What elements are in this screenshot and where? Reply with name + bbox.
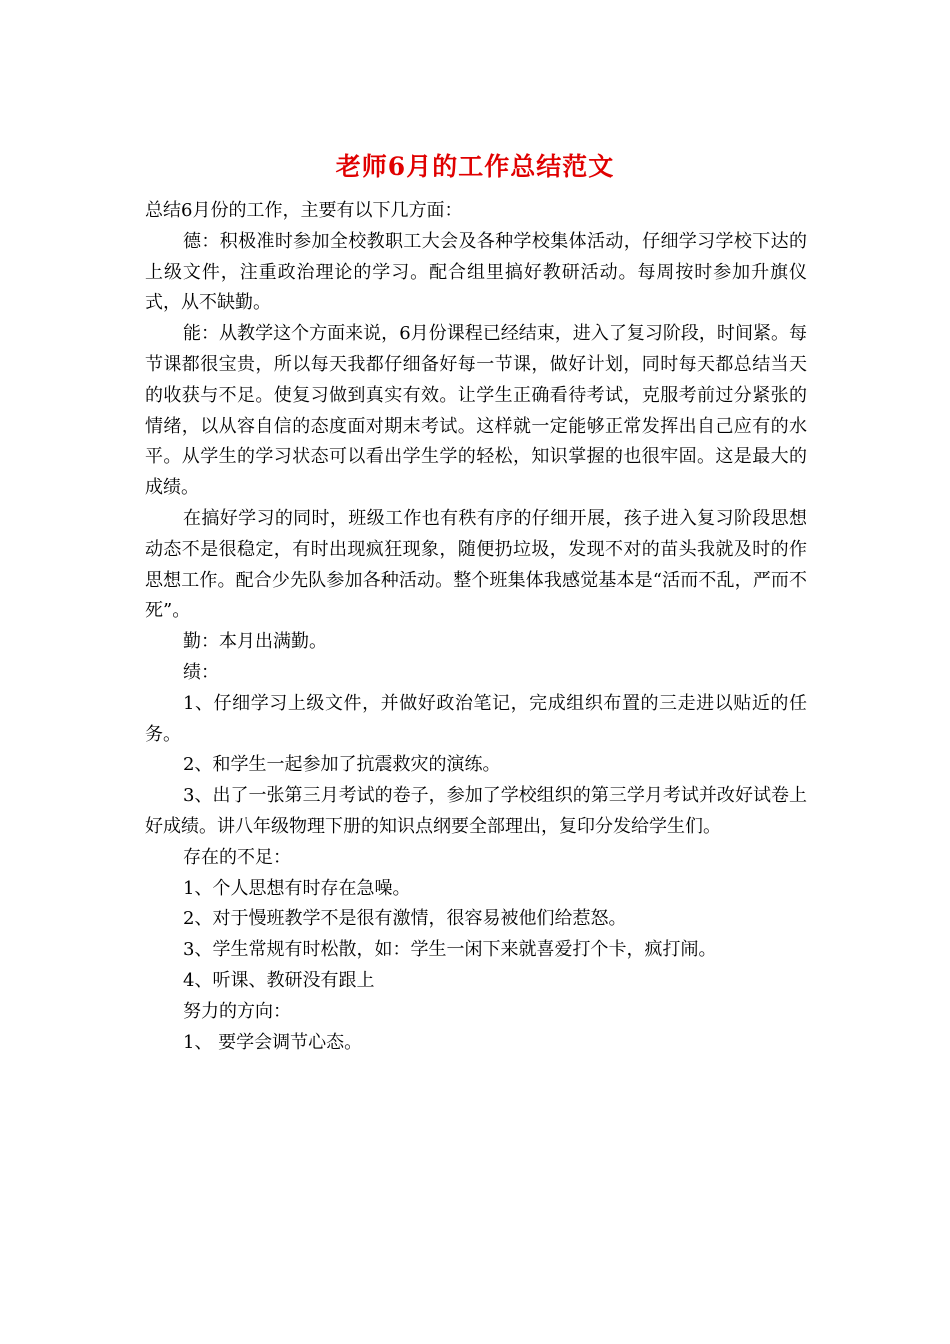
paragraph-neng: 能：从教学这个方面来说，6月份课程已经结束，进入了复习阶段，时间紧。每节课都很宝贵，所以每天我都仔细备好每一节课，做好计划，同时每天都总结当天的收获与不足。使复习做到真实有效。让学生正确看待考试，克服考前过分紧张的情绪，以从容自信的态度面对期末考试。这样就一定能够正常发挥出自己应有的水平。从学生的学习状态可以看出学生学的轻松，知识掌握的也很牢固。这是最大的成绩。 xyxy=(145,323,807,499)
paragraph-class-work: 在搞好学习的同时，班级工作也有秩有序的仔细开展，孩子进入复习阶段思想动态不是很稳定，有时出现疯狂现象，随便扔垃圾，发现不对的苗头我就及时的作思想工作。配合少先队参加各种活动。整个班集体我感觉基本是“活而不乱，严而不死”。 xyxy=(145,507,807,622)
paragraph-shortcomings-heading: 存在的不足： xyxy=(183,846,291,868)
paragraph-qin: 勤：本月出满勤。 xyxy=(183,631,327,653)
list-item-direction-1: 1、 要学会调节心态。 xyxy=(183,1031,363,1053)
list-item-achievement-3: 3、出了一张第三月考试的卷子，参加了学校组织的第三学月考试并改好试卷上好成绩。讲八年级物理下册的知识点纲要全部理出，复印分发给学生们。 xyxy=(145,785,807,837)
paragraph-de: 德：积极准时参加全校教职工大会及各种学校集体活动，仔细学习学校下达的上级文件，注重政治理论的学习。配合组里搞好教研活动。每周按时参加升旗仪式，从不缺勤。 xyxy=(145,230,807,314)
paragraph-direction-heading: 努力的方向： xyxy=(183,1000,291,1022)
paragraph-ji-heading: 绩： xyxy=(183,661,219,683)
list-item-shortcoming-3: 3、学生常规有时松散，如：学生一闲下来就喜爱打个卡，疯打闹。 xyxy=(183,939,717,961)
list-item-shortcoming-4: 4、听课、教研没有跟上 xyxy=(183,969,375,991)
document-body xyxy=(145,196,807,1058)
list-item-achievement-2: 2、和学生一起参加了抗震救灾的演练。 xyxy=(183,754,501,776)
document-title: 老师6月的工作总结范文 xyxy=(335,152,615,181)
list-item-shortcoming-1: 1、个人思想有时存在急噪。 xyxy=(183,877,411,899)
list-item-achievement-1: 1、仔细学习上级文件，并做好政治笔记，完成组织布置的三走进以贴近的任务。 xyxy=(145,692,807,745)
list-item-shortcoming-2: 2、对于慢班教学不是很有激情，很容易被他们给惹怒。 xyxy=(183,908,627,930)
paragraph-intro: 总结6月份的工作，主要有以下几方面： xyxy=(145,200,463,221)
